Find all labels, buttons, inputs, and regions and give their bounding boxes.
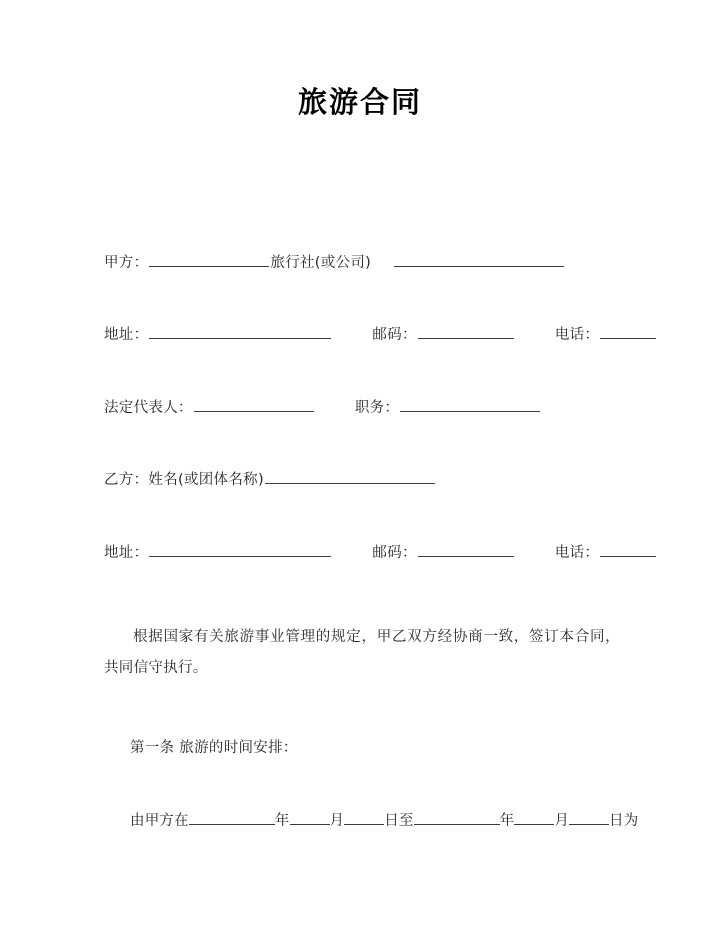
end-day-blank[interactable] [569,810,609,825]
party-a-address-blank[interactable] [149,325,331,340]
end-day-unit: 日 [609,812,624,829]
party-a-postcode-label: 邮码： [372,327,417,344]
start-year-unit: 年 [274,812,290,829]
party-a-address-label: 地址： [104,327,149,344]
party-b-label: 乙方：姓名(或团体名称) [104,472,264,489]
page-title: 旅游合同 [297,85,422,119]
party-b-address-blank[interactable] [149,542,331,557]
end-year-blank[interactable] [414,810,500,825]
clause-1-date-line [130,810,639,833]
form-row-party-a [104,252,620,275]
start-day-blank[interactable] [344,810,384,825]
party-b-name-blank[interactable] [265,470,435,485]
date-line-suffix: 为 [623,812,639,829]
end-month-blank[interactable] [514,810,554,825]
date-line-prefix: 由甲方在 [130,812,189,829]
date-range-connector: 至 [398,812,414,829]
start-month-blank[interactable] [290,810,330,825]
position-label: 职务： [354,399,400,416]
party-b-phone-label: 电话： [554,544,600,561]
contract-parties-form [104,252,620,565]
start-year-blank[interactable] [189,810,275,825]
legal-rep-blank[interactable] [194,397,314,412]
party-a-name-blank[interactable] [149,252,269,267]
start-month-unit: 月 [329,812,345,829]
party-b-postcode-blank[interactable] [418,542,514,557]
form-row-party-b-address [104,542,620,565]
legal-rep-label: 法定代表人： [104,399,193,416]
party-b-address-label: 地址： [104,544,149,561]
party-a-phone-blank[interactable] [600,325,656,340]
position-blank[interactable] [400,397,540,412]
party-b-phone-blank[interactable] [600,542,656,557]
preamble-paragraph: 根据国家有关旅游事业管理的规定，甲乙双方经协商一致，签订本合同，共同信守执行。 [104,629,620,677]
start-day-unit: 日 [384,812,399,829]
clause-1-heading: 第一条 旅游的时间安排： [130,740,298,756]
form-row-party-b [104,470,620,493]
party-a-suffix-label: 旅行社(或公司) [270,254,372,271]
party-b-postcode-label: 邮码： [372,544,417,561]
party-a-label: 甲方： [104,254,149,271]
end-year-unit: 年 [499,812,515,829]
party-a-extra-blank[interactable] [394,252,564,267]
form-row-party-a-legal-rep [104,397,620,420]
end-month-unit: 月 [554,812,570,829]
form-row-party-a-address [104,325,620,348]
party-a-postcode-blank[interactable] [418,325,514,340]
party-a-phone-label: 电话： [554,327,600,344]
